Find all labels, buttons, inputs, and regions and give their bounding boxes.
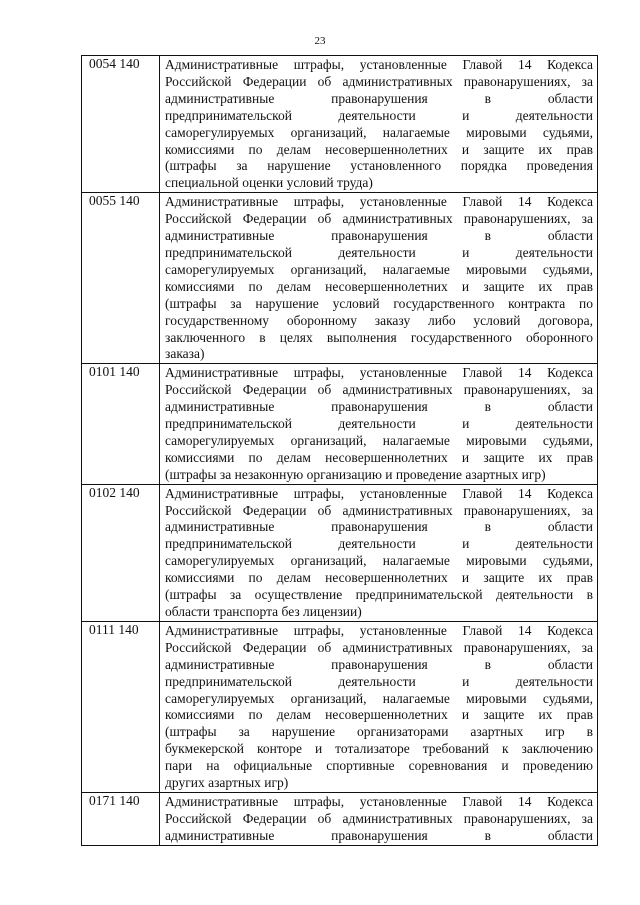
description-line: комиссиями по делам несовершеннолетних и защите их прав xyxy=(165,278,593,294)
table-row xyxy=(82,792,598,845)
code-cell: 0171 140 xyxy=(82,792,160,845)
table-row xyxy=(82,484,598,621)
table-row xyxy=(82,364,598,484)
description-line: заключенного в целях выполнения государственного оборонного xyxy=(165,329,593,345)
description-line: предпринимательской деятельности и деятельности xyxy=(165,107,593,123)
description-line: Российской Федерации об административных правонарушениях, за xyxy=(165,73,593,89)
table-row xyxy=(82,621,598,792)
description-line: административные правонарушения в области xyxy=(165,399,593,415)
budget-codes-table xyxy=(81,55,598,846)
description-line: комиссиями по делам несовершеннолетних и защите их прав xyxy=(165,707,593,723)
description-line: пари на официальные спортивные соревнования и проведению xyxy=(165,758,593,774)
table-row xyxy=(82,193,598,364)
table-row xyxy=(82,56,598,193)
description-line: административные правонарушения в области xyxy=(165,228,593,244)
description-line: предпринимательской деятельности и деятельности xyxy=(165,416,593,432)
description-line: (штрафы за нарушение установленного порядка проведения xyxy=(165,158,593,174)
page-number: 23 xyxy=(314,35,326,47)
description-line: (штрафы за нарушение организаторами азартных игр в xyxy=(165,724,593,740)
description-line: предпринимательской деятельности и деятельности xyxy=(165,536,593,552)
code-cell: 0054 140 xyxy=(82,56,160,193)
description-line: Административные штрафы, установленные Главой 14 Кодекса xyxy=(165,194,593,210)
description-cell xyxy=(160,193,598,364)
description-line: административные правонарушения в области xyxy=(165,519,593,535)
description-line: административные правонарушения в области xyxy=(165,90,593,106)
description-line: Административные штрафы, установленные Главой 14 Кодекса xyxy=(165,622,593,638)
description-line: специальной оценки условий труда) xyxy=(165,175,373,191)
description-line: (штрафы за незаконную организацию и проведение азартных игр) xyxy=(165,466,546,482)
code-cell: 0055 140 xyxy=(82,193,160,364)
description-line: Административные штрафы, установленные Главой 14 Кодекса xyxy=(165,365,593,381)
description-line: Российской Федерации об административных правонарушениях, за xyxy=(165,211,593,227)
description-line: саморегулируемых организаций, налагаемые мировыми судьями, xyxy=(165,553,593,569)
description-cell xyxy=(160,484,598,621)
description-cell xyxy=(160,621,598,792)
table-body xyxy=(82,56,598,846)
description-line: Российской Федерации об административных правонарушениях, за xyxy=(165,502,593,518)
description-line: (штрафы за нарушение условий государственного контракта по xyxy=(165,295,593,311)
description-line: саморегулируемых организаций, налагаемые мировыми судьями, xyxy=(165,432,593,448)
description-cell xyxy=(160,364,598,484)
code-cell: 0111 140 xyxy=(82,621,160,792)
description-line: Российской Федерации об административных правонарушениях, за xyxy=(165,810,593,826)
description-line: области транспорта без лицензии) xyxy=(165,604,362,619)
code-cell: 0101 140 xyxy=(82,364,160,484)
description-line: саморегулируемых организаций, налагаемые мировыми судьями, xyxy=(165,261,593,277)
description-line: предпринимательской деятельности и деятельности xyxy=(165,244,593,260)
description-cell xyxy=(160,56,598,193)
description-line: Административные штрафы, установленные Главой 14 Кодекса xyxy=(165,485,593,501)
description-line: (штрафы за осуществление предпринимательской деятельности в xyxy=(165,587,593,603)
description-line: заказа) xyxy=(165,346,205,362)
description-line: предпринимательской деятельности и деятельности xyxy=(165,673,593,689)
description-line: комиссиями по делам несовершеннолетних и защите их прав xyxy=(165,570,593,586)
description-line: Российской Федерации об административных правонарушениях, за xyxy=(165,639,593,655)
description-line: комиссиями по делам несовершеннолетних и защите их прав xyxy=(165,141,593,157)
description-line: букмекерской конторе и тотализаторе требований к заключению xyxy=(165,741,593,757)
description-line: Административные штрафы, установленные Главой 14 Кодекса xyxy=(165,57,593,72)
code-cell: 0102 140 xyxy=(82,484,160,621)
description-line: административные правонарушения в области xyxy=(165,656,593,672)
description-line: саморегулируемых организаций, налагаемые мировыми судьями, xyxy=(165,690,593,706)
description-line: административные правонарушения в области xyxy=(165,827,593,843)
description-line: государственному оборонному заказу либо условий договора, xyxy=(165,312,593,328)
description-cell xyxy=(160,792,598,845)
description-line: Административные штрафы, установленные Главой 14 Кодекса xyxy=(165,793,593,809)
description-line: комиссиями по делам несовершеннолетних и защите их прав xyxy=(165,449,593,465)
description-line: саморегулируемых организаций, налагаемые мировыми судьями, xyxy=(165,124,593,140)
description-line: других азартных игр) xyxy=(165,775,289,791)
description-line: Российской Федерации об административных правонарушениях, за xyxy=(165,382,593,398)
